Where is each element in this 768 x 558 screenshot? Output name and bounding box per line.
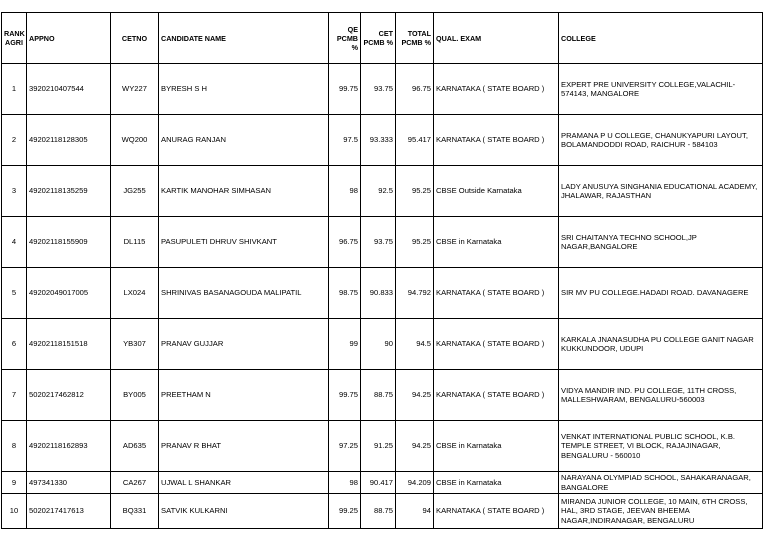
cell-candidate-name: BYRESH S H [159, 64, 329, 115]
cell-cetno: LX024 [111, 268, 159, 319]
cell-appno: 49202118135259 [27, 166, 111, 217]
cell-candidate-name: PREETHAM N [159, 370, 329, 421]
cell-qual-exam: KARNATAKA ( STATE BOARD ) [434, 115, 559, 166]
cell-qe: 98 [329, 166, 361, 217]
cell-appno: 49202118162893 [27, 421, 111, 472]
cell-appno: 5020217417613 [27, 494, 111, 529]
cell-cetno: CA267 [111, 472, 159, 494]
cell-total: 94.25 [396, 421, 434, 472]
cell-total: 94.25 [396, 370, 434, 421]
cell-cet: 91.25 [361, 421, 396, 472]
cell-cetno: JG255 [111, 166, 159, 217]
cell-qe: 97.5 [329, 115, 361, 166]
cell-candidate-name: SATVIK KULKARNI [159, 494, 329, 529]
cell-college: SRI CHAITANYA TECHNO SCHOOL,JP NAGAR,BANGALORE [559, 217, 763, 268]
cell-rank: 1 [2, 64, 27, 115]
cell-candidate-name: PRANAV R BHAT [159, 421, 329, 472]
header-row [2, 13, 763, 64]
cell-cet: 90.417 [361, 472, 396, 494]
cell-rank: 3 [2, 166, 27, 217]
cell-cet: 93.75 [361, 64, 396, 115]
cell-candidate-name: SHRINIVAS BASANAGOUDA MALIPATIL [159, 268, 329, 319]
table-row [2, 166, 763, 217]
cell-total: 94.5 [396, 319, 434, 370]
cell-appno: 49202118151518 [27, 319, 111, 370]
cell-college: KARKALA JNANASUDHA PU COLLEGE GANIT NAGAR KUKKUNDOOR, UDUPI [559, 319, 763, 370]
cell-rank: 7 [2, 370, 27, 421]
rank-table [1, 12, 763, 529]
cell-qual-exam: CBSE in Karnataka [434, 421, 559, 472]
cell-appno: 497341330 [27, 472, 111, 494]
table-row [2, 370, 763, 421]
cell-qual-exam: CBSE in Karnataka [434, 472, 559, 494]
cell-cetno: BY005 [111, 370, 159, 421]
table-row [2, 217, 763, 268]
col-header-appno: APPNO [27, 13, 111, 64]
cell-qual-exam: CBSE in Karnataka [434, 217, 559, 268]
col-header-cet: CET PCMB % [361, 13, 396, 64]
col-header-total: TOTAL PCMB % [396, 13, 434, 64]
col-header-candidate-name: CANDIDATE NAME [159, 13, 329, 64]
cell-cet: 93.75 [361, 217, 396, 268]
cell-college: NARAYANA OLYMPIAD SCHOOL, SAHAKARANAGAR, BANGALORE [559, 472, 763, 494]
cell-qual-exam: KARNATAKA ( STATE BOARD ) [434, 370, 559, 421]
cell-rank: 5 [2, 268, 27, 319]
cell-cet: 92.5 [361, 166, 396, 217]
cell-candidate-name: PASUPULETI DHRUV SHIVKANT [159, 217, 329, 268]
cell-cetno: AD635 [111, 421, 159, 472]
cell-qual-exam: KARNATAKA ( STATE BOARD ) [434, 64, 559, 115]
table-row [2, 421, 763, 472]
cell-qual-exam: KARNATAKA ( STATE BOARD ) [434, 268, 559, 319]
cell-cet: 93.333 [361, 115, 396, 166]
cell-total: 94 [396, 494, 434, 529]
cell-rank: 9 [2, 472, 27, 494]
table-row [2, 115, 763, 166]
cell-qe: 96.75 [329, 217, 361, 268]
cell-college: PRAMANA P U COLLEGE, CHANUKYAPURI LAYOUT, BOLAMANDODDI ROAD, RAICHUR - 584103 [559, 115, 763, 166]
cell-qual-exam: KARNATAKA ( STATE BOARD ) [434, 494, 559, 529]
cell-college: VENKAT INTERNATIONAL PUBLIC SCHOOL, K.B. TEMPLE STREET, VI BLOCK, RAJAJINAGAR, BENGALURU - 560010 [559, 421, 763, 472]
cell-cetno: WQ200 [111, 115, 159, 166]
table-row [2, 64, 763, 115]
cell-candidate-name: PRANAV GUJJAR [159, 319, 329, 370]
cell-cet: 88.75 [361, 370, 396, 421]
cell-qe: 98 [329, 472, 361, 494]
col-header-qe: QE PCMB % [329, 13, 361, 64]
col-header-cetno: CETNO [111, 13, 159, 64]
cell-cet: 90 [361, 319, 396, 370]
table-row [2, 494, 763, 529]
cell-college: VIDYA MANDIR IND. PU COLLEGE, 11TH CROSS, MALLESHWARAM, BENGALURU-560003 [559, 370, 763, 421]
cell-appno: 49202118128305 [27, 115, 111, 166]
cell-college: MIRANDA JUNIOR COLLEGE, 10 MAIN, 6TH CROSS, HAL, 3RD STAGE, JEEVAN BHEEMA NAGAR,INDIRANAGAR, BENGALURU [559, 494, 763, 529]
cell-rank: 10 [2, 494, 27, 529]
col-header-qual-exam: QUAL. EXAM [434, 13, 559, 64]
cell-appno: 49202118155909 [27, 217, 111, 268]
cell-cet: 88.75 [361, 494, 396, 529]
cell-cetno: WY227 [111, 64, 159, 115]
cell-total: 95.25 [396, 217, 434, 268]
cell-rank: 6 [2, 319, 27, 370]
cell-appno: 49202049017005 [27, 268, 111, 319]
cell-cetno: YB307 [111, 319, 159, 370]
cell-cetno: DL115 [111, 217, 159, 268]
cell-cet: 90.833 [361, 268, 396, 319]
cell-college: SIR MV PU COLLEGE.HADADI ROAD. DAVANAGERE [559, 268, 763, 319]
table-row [2, 472, 763, 494]
cell-rank: 2 [2, 115, 27, 166]
cell-total: 95.417 [396, 115, 434, 166]
table-row [2, 268, 763, 319]
cell-qual-exam: CBSE Outside Karnataka [434, 166, 559, 217]
cell-qe: 99.25 [329, 494, 361, 529]
cell-qe: 97.25 [329, 421, 361, 472]
col-header-rank: RANK AGRI [2, 13, 27, 64]
cell-college: EXPERT PRE UNIVERSITY COLLEGE,VALACHIL- 574143, MANGALORE [559, 64, 763, 115]
cell-qual-exam: KARNATAKA ( STATE BOARD ) [434, 319, 559, 370]
cell-rank: 4 [2, 217, 27, 268]
col-header-college: COLLEGE [559, 13, 763, 64]
cell-total: 94.792 [396, 268, 434, 319]
cell-total: 95.25 [396, 166, 434, 217]
cell-total: 96.75 [396, 64, 434, 115]
cell-qe: 98.75 [329, 268, 361, 319]
cell-total: 94.209 [396, 472, 434, 494]
cell-appno: 3920210407544 [27, 64, 111, 115]
cell-candidate-name: KARTIK MANOHAR SIMHASAN [159, 166, 329, 217]
cell-candidate-name: UJWAL L SHANKAR [159, 472, 329, 494]
cell-qe: 99 [329, 319, 361, 370]
cell-qe: 99.75 [329, 64, 361, 115]
cell-appno: 5020217462812 [27, 370, 111, 421]
cell-college: LADY ANUSUYA SINGHANIA EDUCATIONAL ACADEMY, JHALAWAR, RAJASTHAN [559, 166, 763, 217]
cell-cetno: BQ331 [111, 494, 159, 529]
table-row [2, 319, 763, 370]
cell-rank: 8 [2, 421, 27, 472]
cell-qe: 99.75 [329, 370, 361, 421]
cell-candidate-name: ANURAG RANJAN [159, 115, 329, 166]
